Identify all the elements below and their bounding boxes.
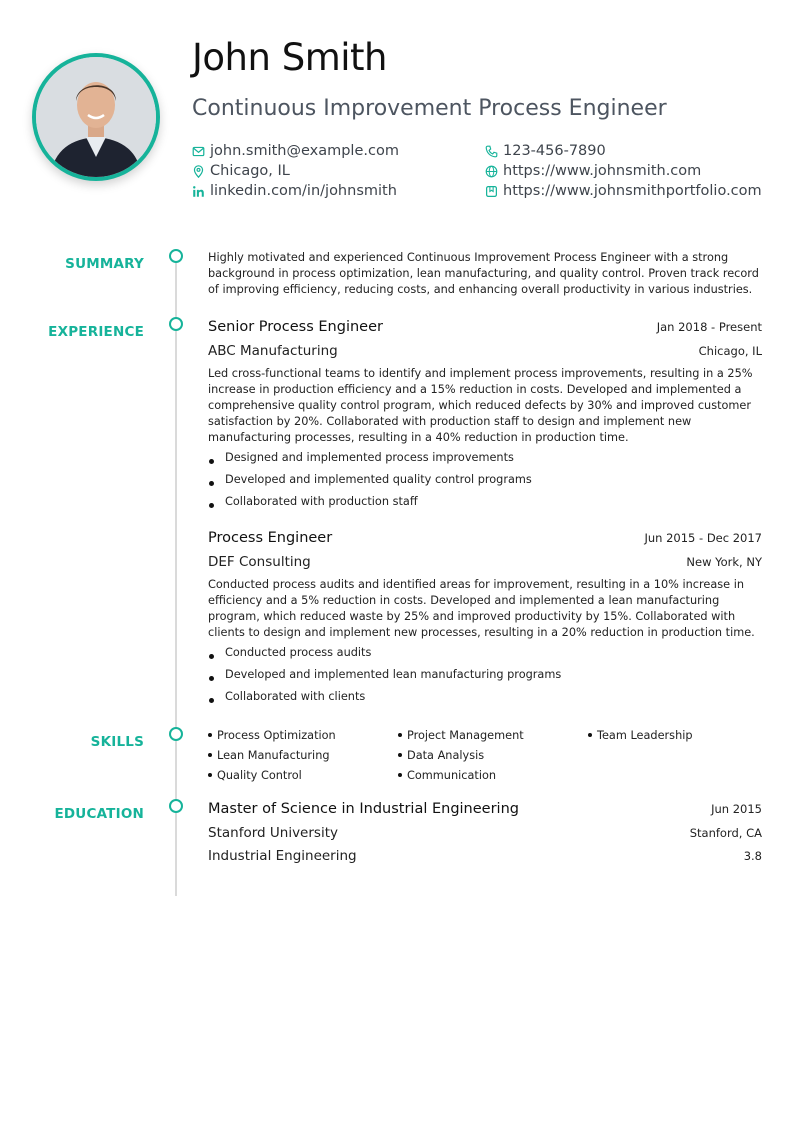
job-bullet: Collaborated with clients <box>208 689 762 711</box>
portfolio-icon <box>485 185 498 198</box>
job-company: ABC Manufacturing <box>208 343 338 359</box>
contact-website[interactable] <box>485 163 701 179</box>
contact-linkedin[interactable] <box>192 183 397 199</box>
candidate-title: Continuous Improvement Process Engineer <box>192 96 667 121</box>
contact-portfolio[interactable] <box>485 183 762 199</box>
field-of-study: Industrial Engineering <box>208 848 357 864</box>
job-entry <box>208 319 762 516</box>
job-bullet: Collaborated with production staff <box>208 494 762 516</box>
education-entry <box>208 801 762 871</box>
skills-list <box>208 728 762 784</box>
person-portrait-icon <box>36 57 156 177</box>
skill-item: Team Leadership <box>588 728 762 744</box>
linkedin-text: linkedin.com/in/johnsmith <box>210 183 397 199</box>
job-entry <box>208 530 762 711</box>
timeline-dot-experience <box>169 317 183 331</box>
school-location: Stanford, CA <box>689 826 762 840</box>
timeline-dot-summary <box>169 249 183 263</box>
job-bullet-list <box>208 645 762 711</box>
globe-icon <box>485 165 498 178</box>
skill-item: Quality Control <box>208 768 398 784</box>
job-location: New York, NY <box>686 555 762 569</box>
skills-heading: SKILLS <box>90 734 144 750</box>
experience-heading: EXPERIENCE <box>48 324 144 340</box>
skill-item: Communication <box>398 768 588 784</box>
summary-heading: SUMMARY <box>65 256 144 272</box>
email-text: john.smith@example.com <box>210 143 399 159</box>
contact-phone[interactable] <box>485 143 606 159</box>
website-text: https://www.johnsmith.com <box>503 163 702 179</box>
job-description: Led cross-functional teams to identify and implement process improvements, resulting in a 25% increase in production efficiency and a 15% reduction in costs. Developed and implemented a comprehensive quality control program, which reduced defects by 30% and improved customer satisfaction by 20%. Collaborated with production staff to design and implement new manufacturing processes, resulting in a 40% reduction in production time. <box>208 367 753 444</box>
phone-text: 123-456-7890 <box>503 143 606 159</box>
linkedin-icon <box>192 185 205 198</box>
job-bullet: Developed and implemented lean manufacturing programs <box>208 667 762 689</box>
skill-item: Data Analysis <box>398 748 588 764</box>
school-name: Stanford University <box>208 825 338 841</box>
job-dates: Jan 2018 - Present <box>656 320 762 334</box>
education-heading: EDUCATION <box>54 806 144 822</box>
education-date: Jun 2015 <box>711 802 762 816</box>
profile-photo <box>32 53 160 181</box>
timeline-dot-education <box>169 799 183 813</box>
summary-section <box>208 250 762 298</box>
skill-item: Lean Manufacturing <box>208 748 398 764</box>
portfolio-text: https://www.johnsmithportfolio.com <box>503 183 762 199</box>
degree-name: Master of Science in Industrial Engineering <box>208 801 519 817</box>
location-text: Chicago, IL <box>210 163 290 179</box>
job-bullet: Developed and implemented quality control programs <box>208 472 762 494</box>
job-dates: Jun 2015 - Dec 2017 <box>644 531 762 545</box>
gpa-value: 3.8 <box>743 849 762 863</box>
job-bullet-list <box>208 450 762 516</box>
job-company: DEF Consulting <box>208 554 311 570</box>
skill-item: Process Optimization <box>208 728 398 744</box>
job-title: Senior Process Engineer <box>208 319 383 335</box>
location-pin-icon <box>192 165 205 178</box>
timeline-dot-skills <box>169 727 183 741</box>
candidate-name: John Smith <box>192 36 387 79</box>
job-bullet: Conducted process audits <box>208 645 762 667</box>
contact-location <box>192 163 290 179</box>
job-description: Conducted process audits and identified areas for improvement, resulting in a 10% increase in efficiency and a 5% reduction in costs. Developed and implemented a lean manufacturing program, which reduced waste by 25% and improved productivity by 15%. Collaborated with clients to design and implement new processes, resulting in a 20% reduction in production time. <box>208 578 755 639</box>
summary-text: Highly motivated and experienced Continuous Improvement Process Engineer with a strong background in process optimization, lean manufacturing, and quality control. Proven track record of improving efficiency, reducing costs, and enhancing overall productivity in various industries. <box>208 251 759 296</box>
mail-icon <box>192 145 205 158</box>
job-bullet: Designed and implemented process improvements <box>208 450 762 472</box>
skill-item: Project Management <box>398 728 588 744</box>
job-location: Chicago, IL <box>698 344 762 358</box>
phone-icon <box>485 145 498 158</box>
contact-email[interactable] <box>192 143 399 159</box>
job-title: Process Engineer <box>208 530 333 546</box>
